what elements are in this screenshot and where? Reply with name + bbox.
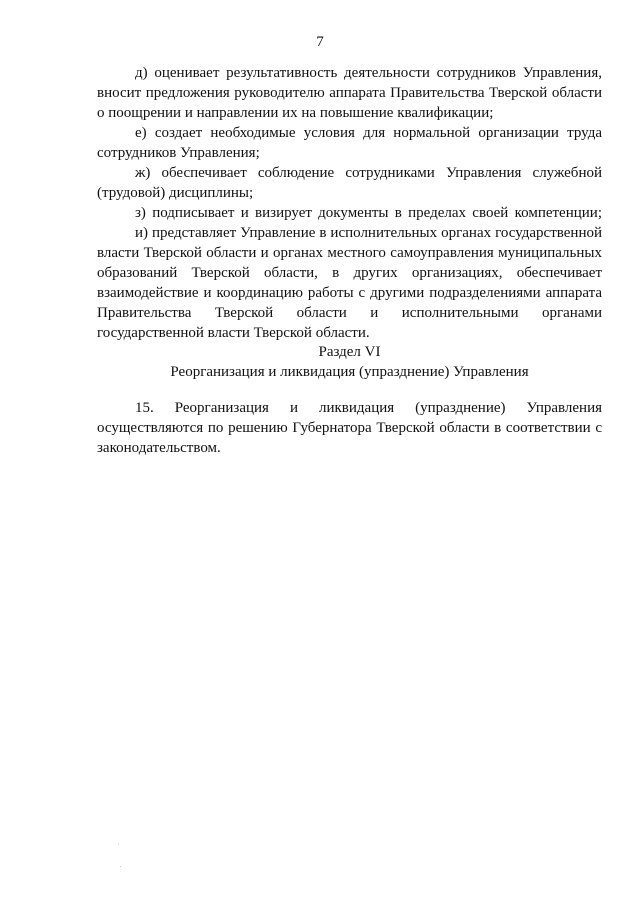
clause-block bbox=[97, 398, 602, 458]
clause-15: 15. Реорганизация и ликвидация (упразднение) Управления осуществляются по решению Губернатора Тверской области в соответствии с законодательством. bbox=[97, 400, 602, 456]
scan-speck bbox=[120, 866, 121, 867]
duty-item-i: и) представляет Управление в исполнительных органах государственной власти Тверской области и органах местного самоуправления муниципальных образований Тверской области, в других организациях, обеспечивает взаимодействие и координацию работы с другими подразделениями аппарата Правительства Тверской области и исполнительными органами государственной власти Тверской области. bbox=[97, 225, 602, 341]
duty-item-d: д) оценивает результативность деятельности сотрудников Управления, вносит предложения руководителю аппарата Правительства Тверской области о поощрении и направлении их на повышение квалификации; bbox=[97, 65, 602, 121]
duty-item-e: е) создает необходимые условия для нормальной организации труда сотрудников Управления; bbox=[97, 125, 602, 161]
scan-speck bbox=[118, 844, 119, 845]
duties-list bbox=[97, 63, 602, 343]
section-heading bbox=[97, 342, 602, 382]
section-title: Реорганизация и ликвидация (упразднение) Управления bbox=[170, 364, 529, 380]
duty-item-z: з) подписывает и визирует документы в пределах своей компетенции; bbox=[135, 205, 602, 221]
section-number: Раздел VI bbox=[318, 344, 381, 360]
page-number: 7 bbox=[316, 34, 324, 50]
duty-item-zh: ж) обеспечивает соблюдение сотрудниками Управления служебной (трудовой) дисциплины; bbox=[97, 165, 602, 201]
